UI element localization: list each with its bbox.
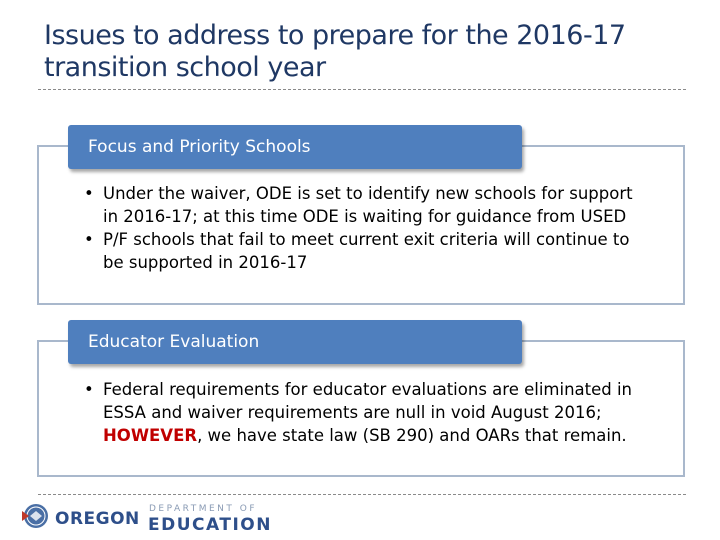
bullet-text-highlight: HOWEVER (103, 426, 198, 445)
list-item (84, 378, 644, 447)
section-educator-evaluation-bullets (84, 378, 644, 447)
bullet-text-prefix: Federal requirements for educator evaluations are eliminated in ESSA and waiver requirements are null in void August 2016; (103, 380, 633, 422)
top-divider (38, 89, 686, 90)
list-item: • Under the waiver, ODE is set to identify new schools for support in 2016-17; at this time ODE is waiting for guidance from USED (84, 182, 644, 228)
page-title-line-2: transition school year (44, 52, 326, 83)
list-item: • P/F schools that fail to meet current exit criteria will continue to be supported in 2016-17 (84, 228, 644, 274)
oregon-seal-icon (20, 502, 48, 530)
logo-department-text: DEPARTMENT OF (149, 504, 258, 514)
section-focus-priority-bullets (84, 182, 644, 274)
bottom-divider (38, 494, 686, 495)
section-educator-evaluation-heading: Educator Evaluation (68, 320, 522, 364)
page-title (44, 20, 684, 84)
oregon-department-of-education-logo (20, 502, 272, 535)
page-title-line-1: Issues to address to prepare for the 2016-17 (44, 20, 626, 51)
section-focus-priority-heading: Focus and Priority Schools (68, 125, 522, 169)
logo-education-text: EDUCATION (148, 515, 272, 535)
bullet-text-suffix: , we have state law (SB 290) and OARs that remain. (197, 426, 627, 445)
logo-state-text: OREGON (55, 509, 140, 529)
